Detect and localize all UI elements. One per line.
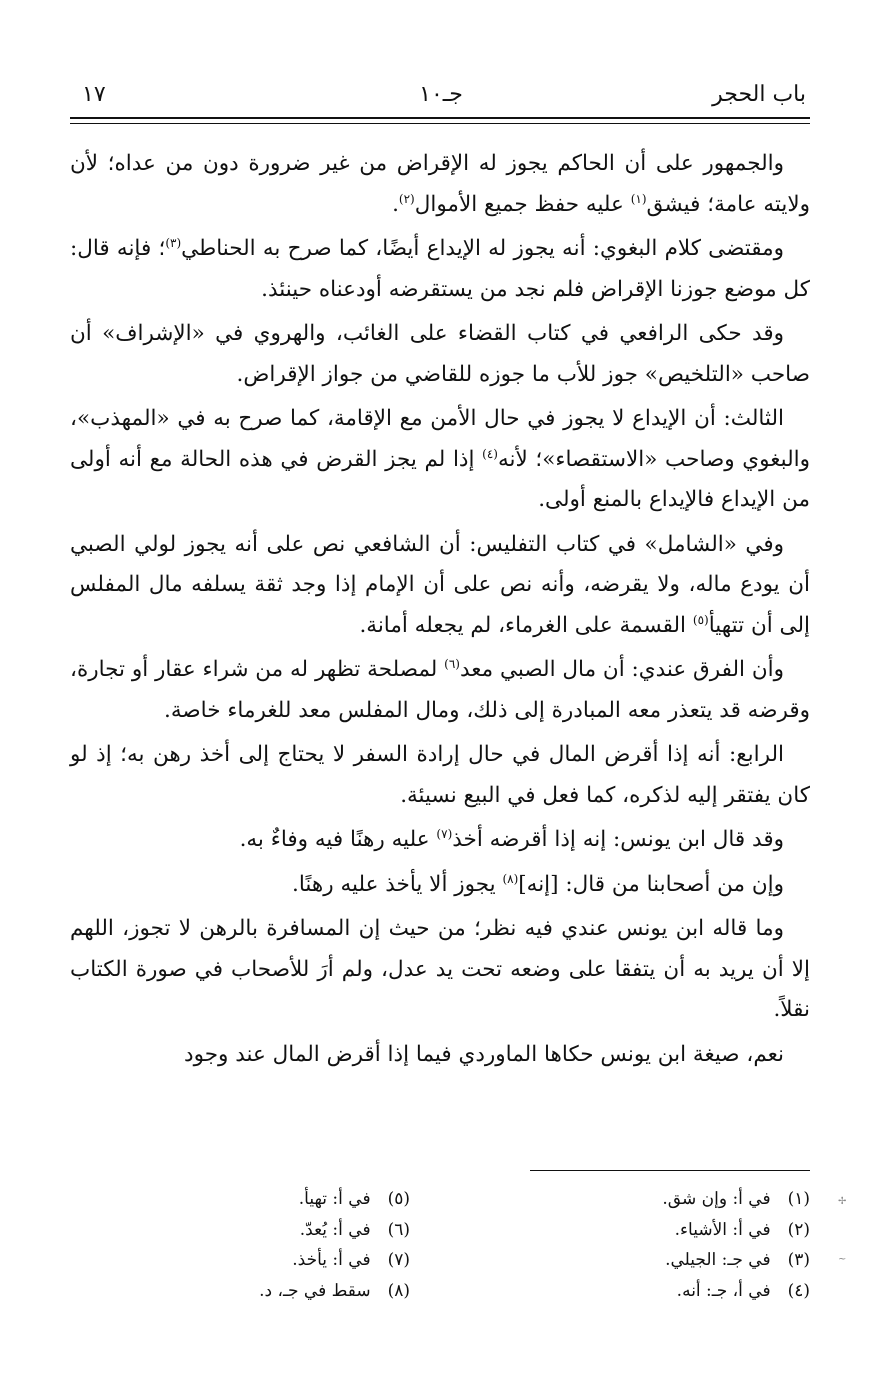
footnote-number: (٥)	[387, 1189, 410, 1209]
footnote-reference: (٥)	[692, 612, 709, 627]
paragraph	[70, 735, 810, 816]
footnote-number: (٤)	[787, 1280, 810, 1301]
body-text	[70, 144, 810, 1079]
footnote-text: في أ: تهيأ.	[298, 1189, 371, 1209]
footnote-item	[90, 1245, 410, 1276]
footnotes-left-column	[90, 1184, 410, 1306]
paragraph	[70, 144, 810, 225]
page-number: ١٧	[82, 82, 106, 107]
header-rule	[70, 117, 810, 124]
footnote-number: (٦)	[387, 1219, 410, 1240]
paragraph	[70, 229, 810, 310]
footnote-item	[90, 1184, 410, 1215]
paragraph-text: وما قاله ابن يونس عندي فيه نظر؛ من حيث إن المسافرة بالرهن لا تجوز، اللهم إلا أن يريد به أن يتفقا على وضعه تحت يد عدل، ولم أرَ للأصحاب في صورة الكتاب نقلاً.	[70, 916, 810, 1022]
footnote-reference: (٢)	[398, 191, 415, 206]
footnote-item	[90, 1215, 410, 1246]
footnote-item	[490, 1215, 810, 1246]
margin-speck: ~	[838, 1254, 847, 1265]
footnote-reference: (٤)	[482, 446, 498, 461]
footnote-reference: (٦)	[444, 656, 460, 671]
paragraph-text: .	[392, 191, 399, 217]
paragraph-text: لمصلحة تظهر له من شراء عقار أو تجارة، وقرضه قد يتعذر معه المبادرة إلى ذلك، ومال المفلس معد للغرماء خاصة.	[70, 657, 810, 723]
footnote-text: سقط في جـ، د.	[259, 1280, 371, 1301]
footnote-number: (٨)	[387, 1280, 410, 1301]
footnotes-right-column	[490, 1184, 810, 1306]
chapter-title: باب الحجر	[712, 82, 806, 107]
margin-speck: ✢	[838, 1196, 847, 1207]
paragraph-text: إذا لم يجز القرض في هذه الحالة مع أنه أولى من الإيداع فالإيداع بالمنع أولى.	[70, 446, 810, 512]
paragraph	[70, 909, 810, 1031]
footnote-item	[490, 1276, 810, 1307]
paragraph	[70, 1035, 810, 1076]
footnote-number: (٣)	[787, 1250, 810, 1270]
footnote-reference: (٨)	[502, 871, 519, 886]
paragraph	[70, 865, 810, 906]
footnote-text: في جـ: الجيلي.	[665, 1250, 771, 1270]
paragraph-text: وإن من أصحابنا من قال: [إنه]	[518, 871, 784, 897]
footnote-item	[90, 1276, 410, 1307]
paragraph-text: القسمة على الغرماء، لم يجعله أمانة.	[359, 612, 693, 638]
paragraph-text: عليه حفظ جميع الأموال	[414, 191, 631, 217]
paragraph	[70, 314, 810, 395]
footnote-reference: (٧)	[436, 826, 453, 841]
paragraph-text: ومقتضى كلام البغوي: أنه يجوز له الإيداع أيضًا، كما صرح به الحناطي	[181, 236, 784, 261]
footnote-text: في أ: يأخذ.	[292, 1250, 371, 1270]
paragraph-text: والجمهور على أن الحاكم يجوز له الإقراض من غير ضرورة دون من عداه؛ لأن ولايته عامة؛ فيشق	[70, 151, 810, 217]
paragraph	[70, 525, 810, 647]
running-head	[76, 82, 806, 116]
paragraph-text: وأن الفرق عندي: أن مال الصبي معد	[459, 657, 784, 682]
footnote-reference: (٣)	[165, 235, 182, 250]
footnote-text: في أ، جـ: أنه.	[676, 1280, 771, 1301]
footnote-number: (٧)	[387, 1250, 410, 1270]
footnote-text: في أ: يُعدّ.	[299, 1219, 371, 1240]
paragraph-text: الرابع: أنه إذا أقرض المال في حال إرادة السفر لا يحتاج إلى أخذ رهن به؛ إذ لو كان يفتقر إليه لذكره، كما فعل في البيع نسيئة.	[70, 742, 810, 808]
paragraph-text: وقد حكى الرافعي في كتاب القضاء على الغائب، والهروي في «الإشراف» أن صاحب «التلخيص» جوز للأب ما جوزه للقاضي من جواز الإقراض.	[70, 321, 810, 387]
footnote-number: (٢)	[787, 1219, 810, 1240]
footnote-text: في أ: وإن شق.	[662, 1189, 771, 1209]
footnote-number: (١)	[787, 1189, 810, 1209]
footnote-text: في أ: الأشياء.	[674, 1219, 771, 1240]
footnote-reference: (١)	[630, 191, 647, 206]
paragraph	[70, 650, 810, 731]
paragraph-text: الثالث: أن الإيداع لا يجوز في حال الأمن مع الإقامة، كما صرح به في «المهذب»، والبغوي وصاحب «الاستقصاء»؛ لأنه	[70, 406, 810, 472]
footnote-item	[490, 1245, 810, 1276]
volume-number: جـ١٠	[419, 82, 463, 107]
paragraph-text: وفي «الشامل» في كتاب التفليس: أن الشافعي نص على أنه يجوز لولي الصبي أن يودع ماله، ولا يقرضه، وأنه نص على أن الإمام إذا وجد ثقة يسلفه مال المفلس إلى أن تتهيأ	[70, 531, 810, 638]
paragraph-text: وقد قال ابن يونس: إنه إذا أقرضه أخذ	[452, 827, 784, 852]
paragraph-text: عليه رهنًا فيه وفاءٌ به.	[239, 827, 437, 852]
footnote-item	[490, 1184, 810, 1215]
paragraph-text: يجوز ألا يأخذ عليه رهنًا.	[292, 871, 503, 897]
paragraph	[70, 820, 810, 861]
paragraph	[70, 399, 810, 521]
footnote-separator	[530, 1170, 810, 1171]
paragraph-text: نعم، صيغة ابن يونس حكاها الماوردي فيما إذا أقرض المال عند وجود	[184, 1041, 784, 1067]
paragraph-text: ؛ فإنه قال: كل موضع جوزنا الإقراض فلم نجد من يستقرضه أودعناه حينئذ.	[70, 236, 810, 302]
